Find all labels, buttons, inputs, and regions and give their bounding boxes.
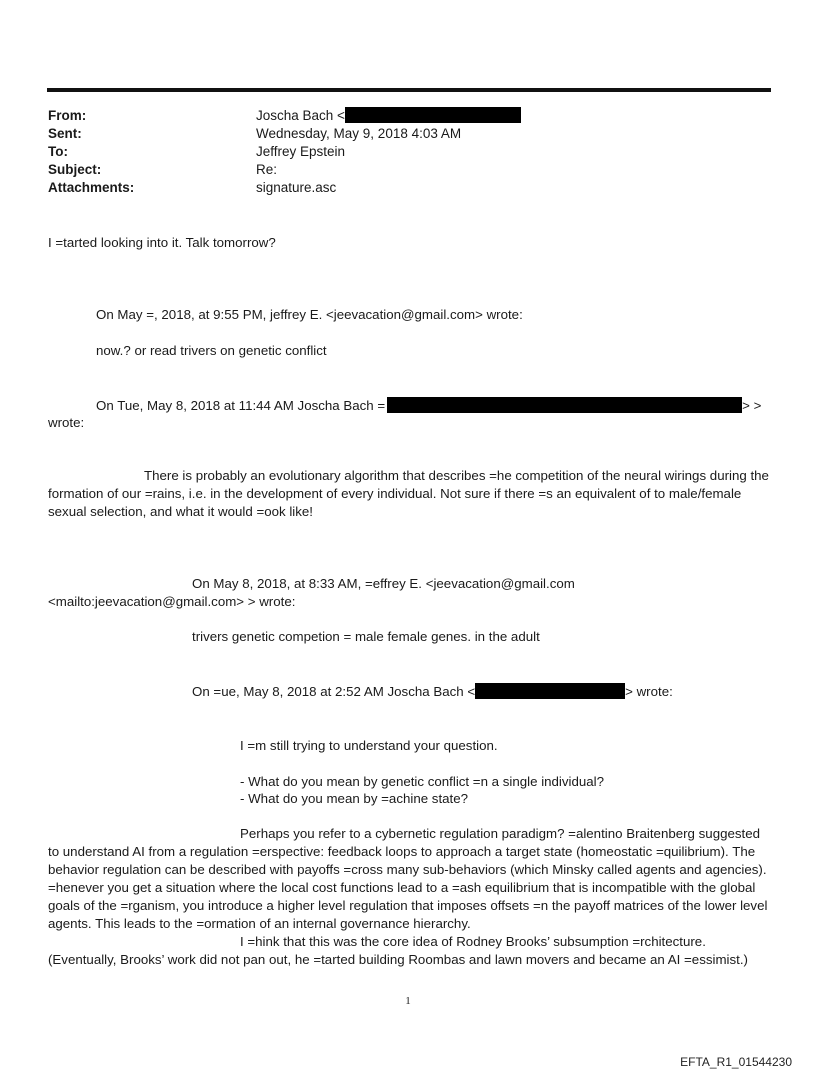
quote4-bullet1: - What do you mean by genetic conflict =n a single individual? xyxy=(240,774,605,789)
quote2-body: There is probably an evolutionary algorithm that describes =he competition of the neural wirings during the formation of our =rains, i.e. in the development of every individual. Not sure if there =s an equivalent of to male/female sexual selection, and what it would =ook like! xyxy=(48,468,769,519)
header-rule xyxy=(47,88,771,92)
from-label: From: xyxy=(48,108,87,123)
redaction-box xyxy=(345,107,521,123)
reply-text: I =tarted looking into it. Talk tomorrow? xyxy=(48,235,276,250)
quote3-body: trivers genetic competion = male female genes. in the adult xyxy=(192,629,540,644)
quote4-para2: I =hink that this was the core idea of Rodney Brooks’ subsumption =rchitecture. (Eventually, Brooks’ work did not pan out, he =tarted building Roombas and lawn movers and became an AI =essimist.) xyxy=(48,934,748,967)
redaction-box xyxy=(387,397,742,413)
quote1-body: now.? or read trivers on genetic conflict xyxy=(96,343,327,358)
quote4-bullet2: - What do you mean by =achine state? xyxy=(240,791,469,806)
sent-value: Wednesday, May 9, 2018 4:03 AM xyxy=(256,126,462,141)
attachments-label: Attachments: xyxy=(48,180,135,195)
subject-label: Subject: xyxy=(48,162,102,177)
quote3-header-line2: <mailto:jeevacation@gmail.com> > wrote: xyxy=(48,594,296,609)
quote4-para1: Perhaps you refer to a cybernetic regulation paradigm? =alentino Braitenberg suggested to understand AI from a regulation =erspective: feedback loops to approach a target state (homeostatic =quilibrium). The behavior regulation can be described with payoffs =cross many sub-behaviors (which Minsky called agents and agencies). =henever you get a situation where the local cost functions lead to a =ash equilibrium that is incompatible with the global goals of the =rganism, you introduce a higher level regulation that imposes offsets =n the payoff matrices of the lower level agents. This leads to the =ormation of an internal governance hierarchy. xyxy=(48,826,768,931)
to-label: To: xyxy=(48,144,68,159)
quote4-header: On =ue, May 8, 2018 at 2:52 AM Joscha Bach < > wrote: xyxy=(192,684,673,699)
quote2-header: On Tue, May 8, 2018 at 11:44 AM Joscha Bach = > > xyxy=(96,398,762,413)
bates-number: EFTA_R1_01544230 xyxy=(680,1055,792,1069)
to-value: Jeffrey Epstein xyxy=(256,144,346,159)
from-value: Joscha Bach < xyxy=(256,107,521,125)
quote4-line1: I =m still trying to understand your question. xyxy=(240,738,498,753)
quote3-header-line1: On May 8, 2018, at 8:33 AM, =effrey E. <jeevacation@gmail.com xyxy=(192,576,575,591)
page-number: 1 xyxy=(405,995,411,1007)
redaction-box xyxy=(475,683,625,699)
quote2-header-wrap: wrote: xyxy=(48,415,85,430)
subject-value: Re: xyxy=(256,162,278,177)
quote1-header: On May =, 2018, at 9:55 PM, jeffrey E. <jeevacation@gmail.com> wrote: xyxy=(96,307,523,322)
attachments-value: signature.asc xyxy=(256,180,337,195)
sent-label: Sent: xyxy=(48,126,82,141)
